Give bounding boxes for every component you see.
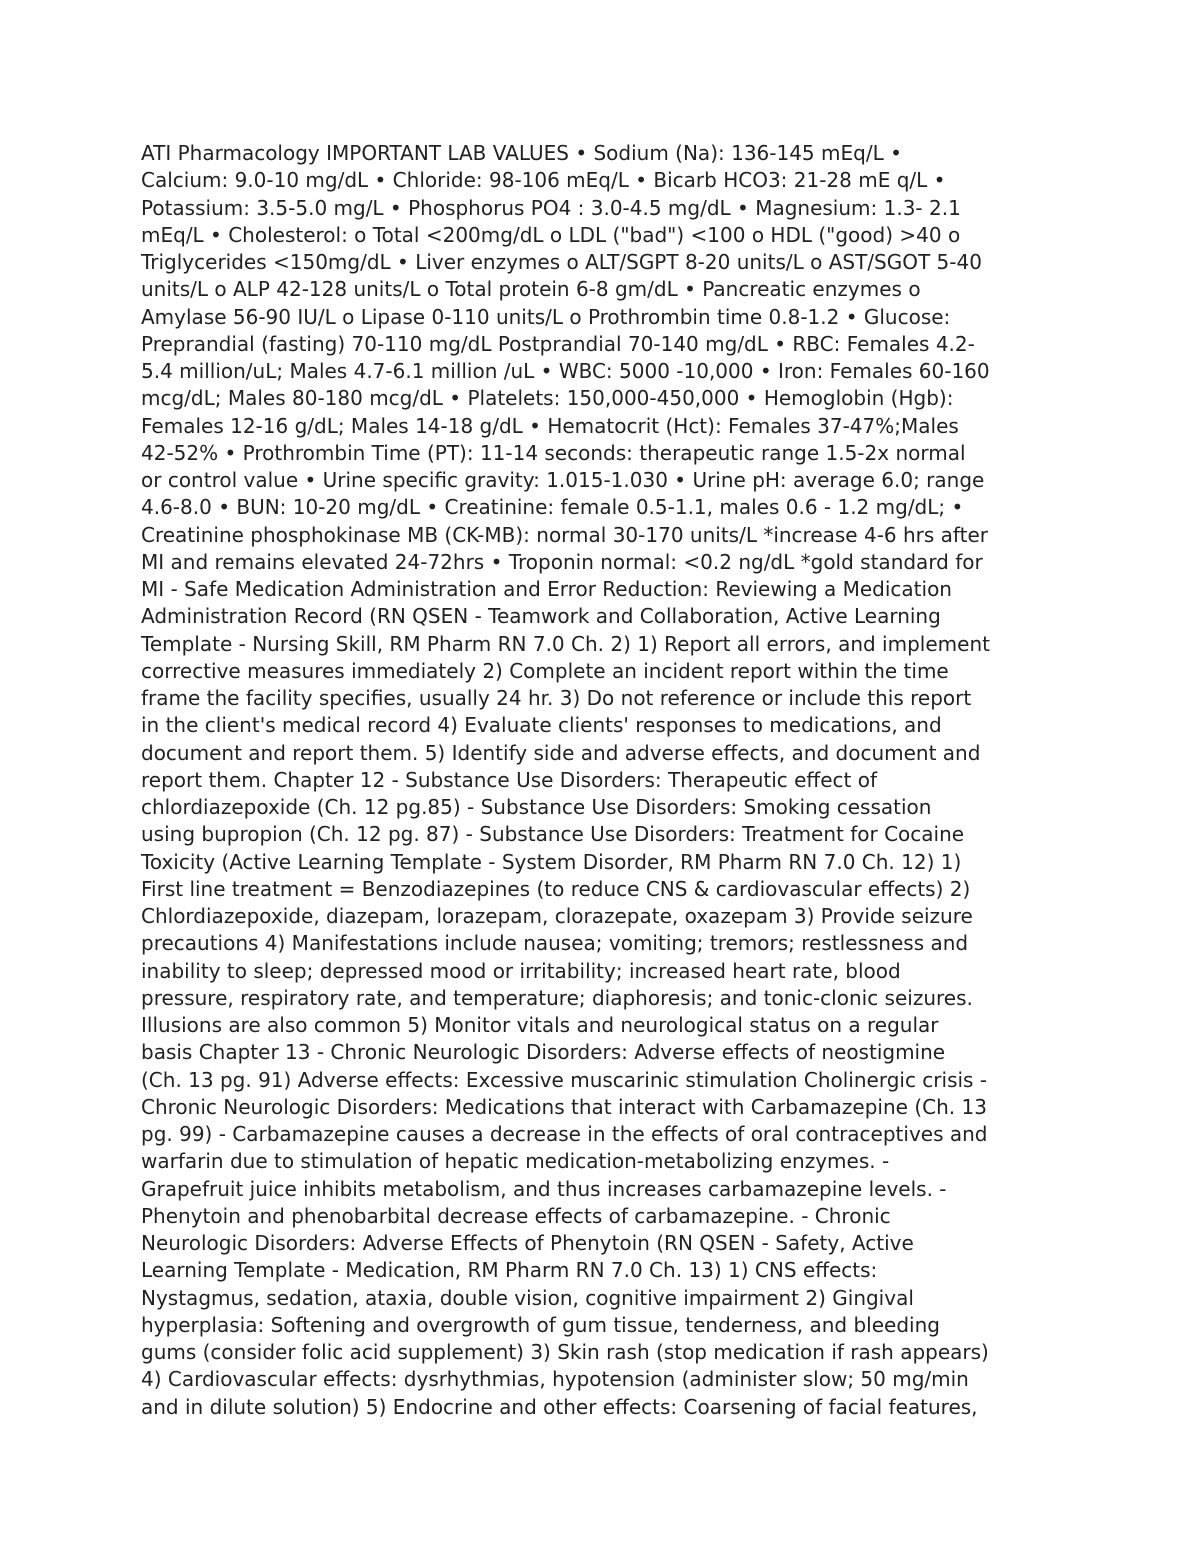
text-line: basis Chapter 13 - Chronic Neurologic Disorders: Adverse effects of neostigmine xyxy=(141,1040,946,1065)
text-line: Preprandial (fasting) 70-110 mg/dL Postprandial 70-140 mg/dL • RBC: Females 4.2- xyxy=(141,331,975,356)
text-line: precautions 4) Manifestations include nausea; vomiting; tremors; restlessness and xyxy=(141,931,969,956)
text-line: Grapefruit juice inhibits metabolism, and thus increases carbamazepine levels. - xyxy=(141,1176,947,1201)
text-line: Toxicity (Active Learning Template - System Disorder, RM Pharm RN 7.0 Ch. 12) 1) xyxy=(141,849,962,874)
text-line: Chlordiazepoxide, diazepam, lorazepam, clorazepate, oxazepam 3) Provide seizure xyxy=(141,904,973,928)
text-line: Illusions are also common 5) Monitor vitals and neurological status on a regular xyxy=(141,1013,939,1037)
text-line: corrective measures immediately 2) Complete an incident report within the time xyxy=(141,658,949,683)
text-line: chlordiazepoxide (Ch. 12 pg.85) - Substance Use Disorders: Smoking cessation xyxy=(141,795,932,819)
text-line: mcg/dL; Males 80-180 mcg/dL • Platelets: 150,000-450,000 • Hemoglobin (Hgb): xyxy=(141,386,954,411)
document-body-text xyxy=(141,140,1071,1421)
text-line: frame the facility specifies, usually 24 hr. 3) Do not reference or include this report xyxy=(141,686,972,710)
text-line: 4.6-8.0 • BUN: 10-20 mg/dL • Creatinine: female 0.5-1.1, males 0.6 - 1.2 mg/dL; • xyxy=(141,495,964,520)
text-line: Chronic Neurologic Disorders: Medications that interact with Carbamazepine (Ch. 13 xyxy=(141,1094,987,1119)
text-line: Learning Template - Medication, RM Pharm RN 7.0 Ch. 13) 1) CNS effects: xyxy=(141,1258,878,1283)
text-line: document and report them. 5) Identify side and adverse effects, and document and xyxy=(141,740,981,765)
text-line: Amylase 56-90 IU/L o Lipase 0-110 units/L o Prothrombin time 0.8-1.2 • Glucose: xyxy=(141,304,951,329)
text-line: (Ch. 13 pg. 91) Adverse effects: Excessive muscarinic stimulation Cholinergic crisis - xyxy=(141,1067,988,1092)
text-line: units/L o ALP 42-128 units/L o Total protein 6-8 gm/dL • Pancreatic enzymes o xyxy=(141,277,921,302)
text-line: hyperplasia: Softening and overgrowth of gum tissue, tenderness, and bleeding xyxy=(141,1312,940,1337)
text-line: gums (consider folic acid supplement) 3) Skin rash (stop medication if rash appears) xyxy=(141,1340,989,1364)
text-line: report them. Chapter 12 - Substance Use Disorders: Therapeutic effect of xyxy=(141,767,877,792)
text-line: Calcium: 9.0-10 mg/dL • Chloride: 98-106 mEq/L • Bicarb HCO3: 21-28 mE q/L • xyxy=(141,168,946,193)
text-line: and in dilute solution) 5) Endocrine and other effects: Coarsening of facial features, xyxy=(141,1394,978,1419)
text-line: Template - Nursing Skill, RM Pharm RN 7.0 Ch. 2) 1) Report all errors, and implement xyxy=(141,631,990,656)
text-line: MI - Safe Medication Administration and Error Reduction: Reviewing a Medication xyxy=(141,577,952,601)
text-line: 4) Cardiovascular effects: dysrhythmias, hypotension (administer slow; 50 mg/min xyxy=(141,1367,969,1392)
text-line: Creatinine phosphokinase MB (CK-MB): normal 30-170 units/L *increase 4-6 hrs after xyxy=(141,522,988,547)
text-line: 42-52% • Prothrombin Time (PT): 11-14 seconds: therapeutic range 1.5-2x normal xyxy=(141,440,966,465)
text-line: using bupropion (Ch. 12 pg. 87) - Substance Use Disorders: Treatment for Cocaine xyxy=(141,822,965,847)
text-line: pg. 99) - Carbamazepine causes a decrease in the effects of oral contraceptives and xyxy=(141,1122,988,1146)
text-line: Potassium: 3.5-5.0 mg/L • Phosphorus PO4 : 3.0-4.5 mg/dL • Magnesium: 1.3- 2.1 xyxy=(141,195,961,220)
text-line: or control value • Urine specific gravity: 1.015-1.030 • Urine pH: average 6.0; range xyxy=(141,468,985,492)
text-line: mEq/L • Cholesterol: o Total <200mg/dL o LDL ("bad") <100 o HDL ("good) >40 o xyxy=(141,222,961,247)
text-line: warfarin due to stimulation of hepatic medication-metabolizing enzymes. - xyxy=(141,1149,890,1174)
text-line: 5.4 million/uL; Males 4.7-6.1 million /uL • WBC: 5000 -10,000 • Iron: Females 60-160 xyxy=(141,359,990,383)
text-line: ATI Pharmacology IMPORTANT LAB VALUES • Sodium (Na): 136-145 mEq/L • xyxy=(141,141,902,165)
text-line: Administration Record (RN QSEN - Teamwork and Collaboration, Active Learning xyxy=(141,604,941,629)
text-line: inability to sleep; depressed mood or irritability; increased heart rate, blood xyxy=(141,958,901,983)
text-line: MI and remains elevated 24-72hrs • Troponin normal: <0.2 ng/dL *gold standard for xyxy=(141,549,983,574)
text-line: Neurologic Disorders: Adverse Effects of Phenytoin (RN QSEN - Safety, Active xyxy=(141,1231,914,1255)
text-line: Females 12-16 g/dL; Males 14-18 g/dL • Hematocrit (Hct): Females 37-47%;Males xyxy=(141,413,959,438)
text-line: pressure, respiratory rate, and temperature; diaphoresis; and tonic-clonic seizures. xyxy=(141,985,973,1010)
text-line: Phenytoin and phenobarbital decrease effects of carbamazepine. - Chronic xyxy=(141,1203,891,1228)
text-line: Triglycerides <150mg/dL • Liver enzymes o ALT/SGPT 8-20 units/L o AST/SGOT 5-40 xyxy=(141,250,982,274)
text-line: Nystagmus, sedation, ataxia, double vision, cognitive impairment 2) Gingival xyxy=(141,1285,914,1310)
text-line: First line treatment = Benzodiazepines (to reduce CNS & cardiovascular effects) 2) xyxy=(141,876,971,901)
text-line: in the client's medical record 4) Evaluate clients' responses to medications, and xyxy=(141,713,942,738)
